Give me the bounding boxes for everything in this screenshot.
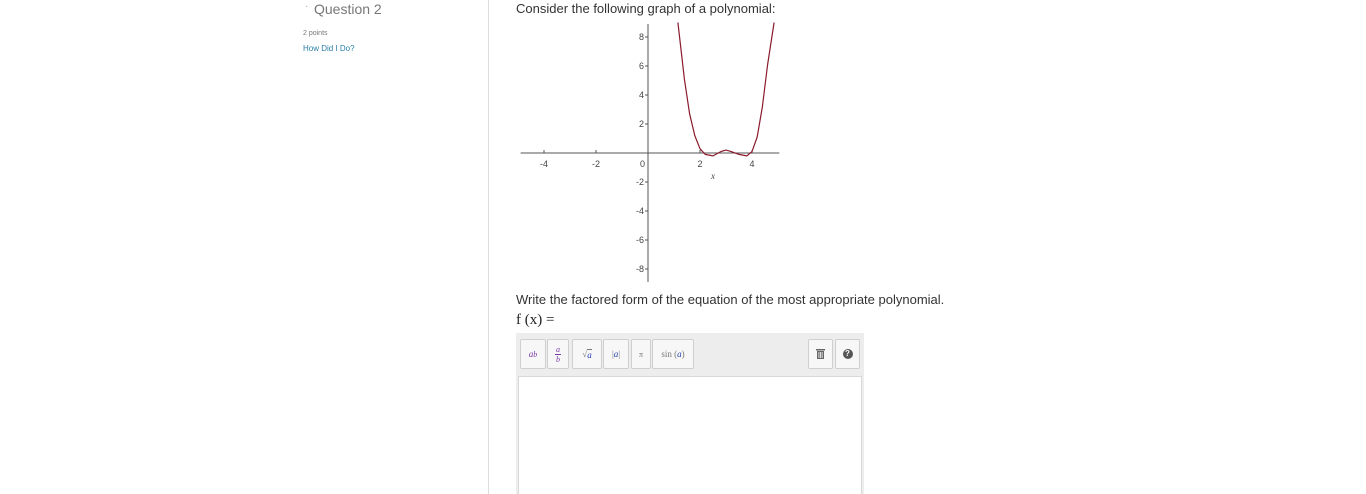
sqrt-radical: √ (582, 349, 588, 359)
question-instruction: Write the factored form of the equation of the most appropriate polynomial. (516, 292, 945, 307)
y-tick-label: -6 (635, 235, 644, 245)
y-tick-label: -8 (635, 264, 644, 274)
abs-arg: a (613, 349, 619, 359)
sqrt-arg: a (587, 349, 592, 360)
sin-fn: sin (661, 349, 672, 359)
help-icon[interactable] (835, 339, 860, 369)
fraction-button[interactable] (547, 339, 569, 369)
fraction-numerator: a (556, 344, 560, 354)
question-prompt: Consider the following graph of a polynomial: (516, 1, 776, 16)
help-icon-glyph: ? (843, 349, 853, 359)
how-did-i-do-link[interactable]: How Did I Do? (303, 44, 355, 53)
y-tick-label: 8 (638, 32, 644, 42)
exponent-sup: b (533, 349, 538, 359)
sqrt-button[interactable] (572, 339, 602, 369)
x-tick-label: -4 (539, 159, 549, 169)
pi-symbol: π (638, 349, 644, 359)
question-bullet: · (305, 1, 309, 12)
absolute-value-button[interactable] (603, 339, 629, 369)
y-tick-label: 6 (638, 61, 644, 71)
sin-arg: a (677, 349, 682, 359)
x-tick-label: 0 (639, 159, 645, 169)
y-tick-label: -4 (635, 206, 644, 216)
y-tick-label: 4 (638, 90, 644, 100)
answer-input[interactable] (518, 376, 862, 494)
math-answer-editor (516, 333, 864, 494)
pi-button[interactable] (631, 339, 651, 369)
x-tick-label: -2 (591, 159, 601, 169)
sin-button[interactable]: sin ( a ) (652, 339, 694, 369)
trash-icon-glyph (816, 349, 825, 359)
polynomial-graph (510, 18, 782, 286)
abs-bar-left: | (611, 349, 614, 359)
trash-icon[interactable] (808, 339, 833, 369)
question-points: 2 points (303, 30, 328, 37)
function-label-text: f (x) = (516, 312, 555, 328)
math-toolbar (516, 333, 864, 376)
sidebar-divider (488, 0, 489, 494)
y-tick-label: 2 (638, 119, 644, 129)
polynomial-curve (678, 23, 774, 156)
x-axis-label: x (711, 171, 715, 181)
x-tick-label: 2 (697, 159, 703, 169)
x-tick-label: 4 (749, 159, 755, 169)
exponent-base: a (528, 349, 534, 359)
abs-bar-right: | (618, 349, 621, 359)
function-label (516, 312, 554, 329)
sidebar (0, 0, 488, 494)
question-title[interactable]: Question 2 (314, 1, 382, 17)
fraction-denominator: b (556, 354, 560, 364)
exponent-button[interactable] (520, 339, 546, 369)
y-tick-label: -2 (635, 177, 644, 187)
